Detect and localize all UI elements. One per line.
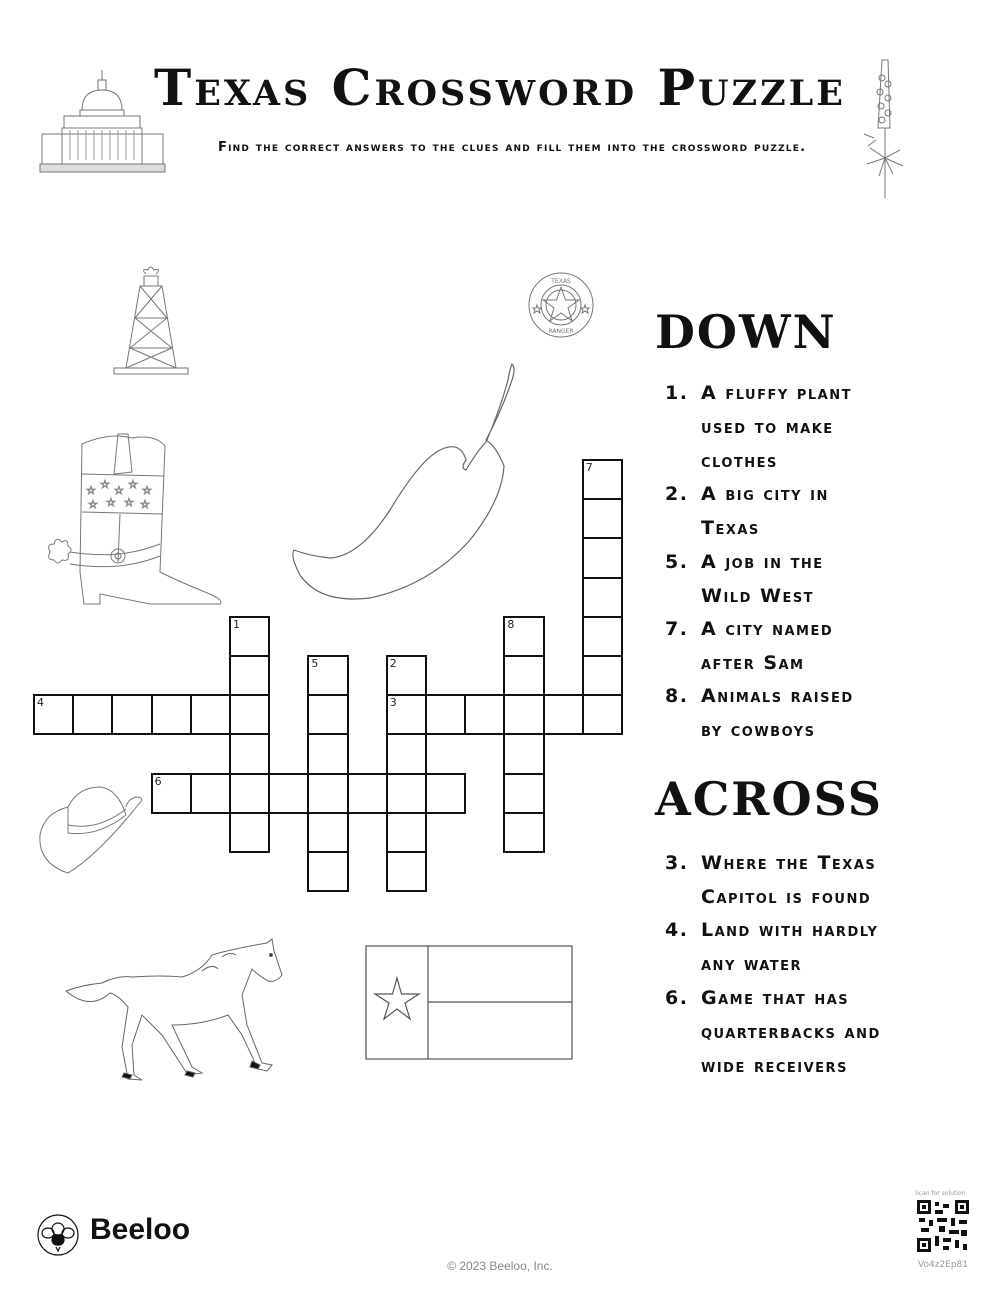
crossword-cell[interactable]	[111, 694, 152, 735]
instructions: Find the correct answers to the clues and fill them into the crossword puzzle.	[218, 140, 807, 155]
crossword-cell[interactable]	[307, 773, 348, 814]
down-heading: DOWN	[655, 305, 837, 359]
crossword-cell[interactable]	[503, 733, 544, 774]
svg-text:☆: ☆	[142, 484, 152, 497]
crossword-cell[interactable]	[386, 733, 427, 774]
clue-item: 1. A fluffy plant used to make clothes	[665, 382, 852, 472]
crossword-cell[interactable]	[503, 812, 544, 853]
crossword-cell[interactable]	[582, 694, 623, 735]
clue-item: 3. Where the Texas Capitol is found	[665, 852, 877, 908]
svg-text:RANGER: RANGER	[548, 328, 574, 335]
copyright: © 2023 Beeloo, Inc.	[447, 1259, 553, 1273]
horse-icon	[62, 935, 277, 1080]
crossword-cell[interactable]	[582, 459, 623, 500]
capitol-building-icon	[40, 68, 165, 173]
svg-text:TEXAS: TEXAS	[551, 278, 571, 285]
clue-number: 1	[233, 617, 240, 631]
clue-number: 5	[311, 657, 319, 670]
beeloo-logo-icon	[36, 1213, 80, 1257]
clue-item: 4. Land with hardly any water	[665, 919, 879, 976]
clue-number: 7	[585, 461, 593, 474]
svg-text:☆: ☆	[140, 498, 150, 511]
crossword-cell[interactable]	[229, 773, 270, 814]
svg-text:☆: ☆	[86, 484, 96, 497]
crossword-cell[interactable]	[464, 694, 505, 735]
clue-item: 8. Animals raised by cowboys	[665, 685, 854, 742]
crossword-cell[interactable]	[151, 773, 192, 814]
clue-item: 6. Game that has quarterbacks and wide receivers	[665, 986, 881, 1077]
crossword-cell[interactable]	[503, 773, 544, 814]
crossword-cell[interactable]	[386, 694, 427, 735]
svg-text:☆: ☆	[124, 496, 134, 509]
svg-text:☆: ☆	[100, 478, 110, 491]
crossword-cell[interactable]	[190, 773, 231, 814]
clue-number: 6	[154, 774, 162, 788]
oil-derrick-icon	[112, 268, 192, 378]
clue-item: 7. A city named after Sam	[665, 617, 834, 674]
crossword-cell[interactable]	[307, 733, 348, 774]
crossword-cell[interactable]	[307, 694, 348, 735]
cowboy-hat-icon	[38, 785, 146, 875]
clue-number: 4	[37, 696, 44, 710]
clue-number: 3	[389, 696, 397, 710]
brand-name: Beeloo	[90, 1213, 191, 1246]
across-heading: ACROSS	[655, 772, 884, 826]
crossword-cell[interactable]	[386, 812, 427, 853]
qr-code-icon[interactable]	[917, 1200, 969, 1252]
crossword-cell[interactable]	[386, 773, 427, 814]
crossword-cell[interactable]	[151, 694, 192, 735]
crossword-cell[interactable]	[307, 655, 348, 696]
crossword-cell[interactable]	[229, 694, 270, 735]
crossword-cell[interactable]	[33, 694, 74, 735]
svg-text:☆: ☆	[128, 478, 138, 491]
crossword-cell[interactable]	[268, 773, 309, 814]
crossword-cell[interactable]	[307, 851, 348, 892]
solution-code: Vo4z2Ep81	[918, 1260, 968, 1270]
crossword-cell[interactable]	[229, 655, 270, 696]
clue-number: 8	[507, 617, 515, 631]
crossword-cell[interactable]	[582, 616, 623, 657]
crossword-cell[interactable]	[425, 694, 466, 735]
crossword-cell[interactable]	[229, 733, 270, 774]
crossword-cell[interactable]	[582, 655, 623, 696]
crossword-cell[interactable]	[386, 655, 427, 696]
crossword-cell[interactable]	[347, 773, 388, 814]
crossword-cell[interactable]	[582, 537, 623, 578]
page-title: Texas Crossword Puzzle	[154, 58, 846, 117]
crossword-cell[interactable]	[229, 616, 270, 657]
crossword-cell[interactable]	[503, 616, 544, 657]
texas-flag-icon	[365, 945, 573, 1060]
crossword-cell[interactable]	[229, 812, 270, 853]
clue-item: 2. A big city in Texas	[665, 483, 829, 540]
crossword-cell[interactable]	[503, 655, 544, 696]
crossword-cell[interactable]	[503, 694, 544, 735]
crossword-cell[interactable]	[543, 694, 584, 735]
chili-pepper-icon	[290, 360, 525, 610]
crossword-cell[interactable]	[386, 851, 427, 892]
bluebonnet-flower-icon	[860, 58, 910, 203]
scan-label: Scan for solution	[915, 1190, 966, 1197]
crossword-cell[interactable]	[72, 694, 113, 735]
crossword-cell[interactable]	[582, 577, 623, 618]
svg-text:☆: ☆	[106, 496, 116, 509]
texas-ranger-badge-icon	[527, 271, 595, 339]
crossword-cell[interactable]	[425, 773, 466, 814]
svg-text:☆: ☆	[114, 484, 124, 497]
cowboy-boot-icon	[40, 432, 230, 607]
clue-number: 2	[389, 657, 397, 670]
clue-item: 5. A job in the Wild West	[665, 550, 824, 607]
crossword-cell[interactable]	[307, 812, 348, 853]
crossword-cell[interactable]	[582, 498, 623, 539]
svg-text:☆: ☆	[88, 498, 98, 511]
crossword-cell[interactable]	[190, 694, 231, 735]
